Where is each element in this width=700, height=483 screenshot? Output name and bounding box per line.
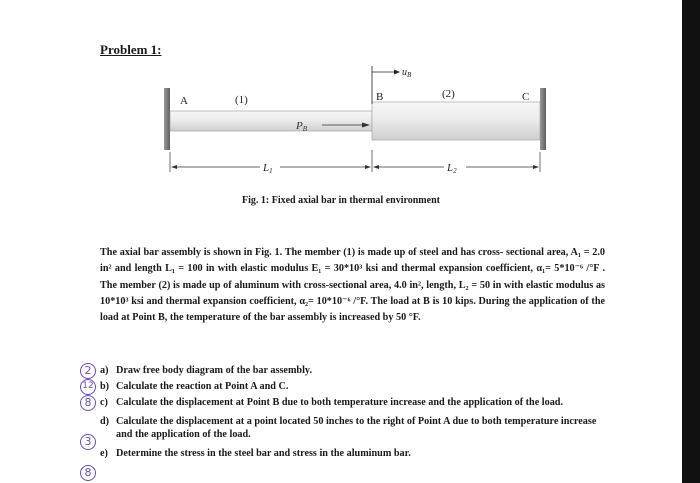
question-c: [100, 396, 610, 410]
question-letter: b): [100, 380, 110, 392]
description-line: thermal expansion coefficient, α₁= 5*10⁻⁶ /°F . The member (2) is made up of aluminum with: [100, 263, 606, 291]
problem-title: Problem 1:: [100, 42, 162, 57]
member-1-bar: [170, 111, 372, 131]
load-label: PB: [296, 120, 308, 133]
question-e: [100, 447, 610, 461]
point-a-label: A: [180, 95, 188, 107]
wall-left: [164, 88, 170, 150]
score-mark-a: 2: [80, 363, 96, 379]
question-a: [100, 364, 610, 378]
length-2-label: L2: [447, 162, 457, 175]
screen-edge: [682, 0, 700, 483]
description-line: expansion coefficient, α₂= 10*10⁻⁶ /°F. The load at B is 10 kips. During the application of the: [202, 295, 606, 307]
question-text: Calculate the reaction at Point A and C.: [116, 380, 289, 392]
member-1-label: (1): [235, 94, 248, 106]
question-text: Draw free body diagram of the bar assembly.: [116, 365, 313, 376]
description-line: load at Point B, the temperature of the bar assembly is increased by 50 °F.: [100, 312, 421, 324]
displacement-label: $u_B$: [402, 67, 412, 79]
score-mark-c: 8: [80, 395, 96, 411]
description-line: The axial bar assembly is shown in Fig. 1. The member (1) is made up of steel and has cross-: [100, 247, 504, 258]
description-line: cross-sectional area, 4.0 in², length, L₂ = 50 in with elastic modulus as 10*10³ ksi and thermal: [100, 279, 605, 307]
question-letter: d): [100, 415, 110, 427]
question-text: Determine the stress in the steel bar and stress in the aluminum bar.: [116, 447, 411, 459]
score-mark-d: 3: [80, 434, 96, 450]
figure-caption: Fig. 1: Fixed axial bar in thermal environment: [242, 195, 440, 206]
dim-arrow-2-left: [373, 165, 379, 169]
question-letter: e): [100, 447, 108, 459]
score-mark-b: 12: [80, 379, 96, 395]
problem-description: [100, 245, 605, 326]
point-b-label: B: [376, 91, 384, 103]
question-b: [100, 380, 610, 394]
dim-arrow-2-right: [533, 165, 539, 169]
question-d: [100, 415, 610, 442]
member-2-bar: [372, 102, 540, 140]
question-letter: c): [100, 397, 108, 409]
wall-right: [540, 88, 546, 150]
bar-assembly-figure: [0, 0, 682, 200]
member-2-label: (2): [442, 88, 455, 100]
point-c-label: C: [522, 91, 530, 103]
question-text: Calculate the displacement at a point located 50 inches to the right of Point A due to both temperature increase and the application of the load.: [116, 415, 597, 441]
question-text: Calculate the displacement at Point B due to both temperature increase and the application of the load.: [116, 397, 564, 409]
dim-arrow-1-right: [365, 165, 371, 169]
question-letter: a): [100, 365, 109, 376]
displacement-arrowhead: [394, 70, 400, 75]
dim-arrow-1-left: [171, 165, 177, 169]
question-list: [100, 361, 610, 461]
description-line: sectional area, A₁ = 2.0 in² and length L₁ = 100 in with elastic modulus E₁ = 30*10³ ksi and: [100, 247, 606, 275]
score-mark-e: 8: [80, 465, 96, 481]
length-1-label: L1: [263, 162, 273, 175]
